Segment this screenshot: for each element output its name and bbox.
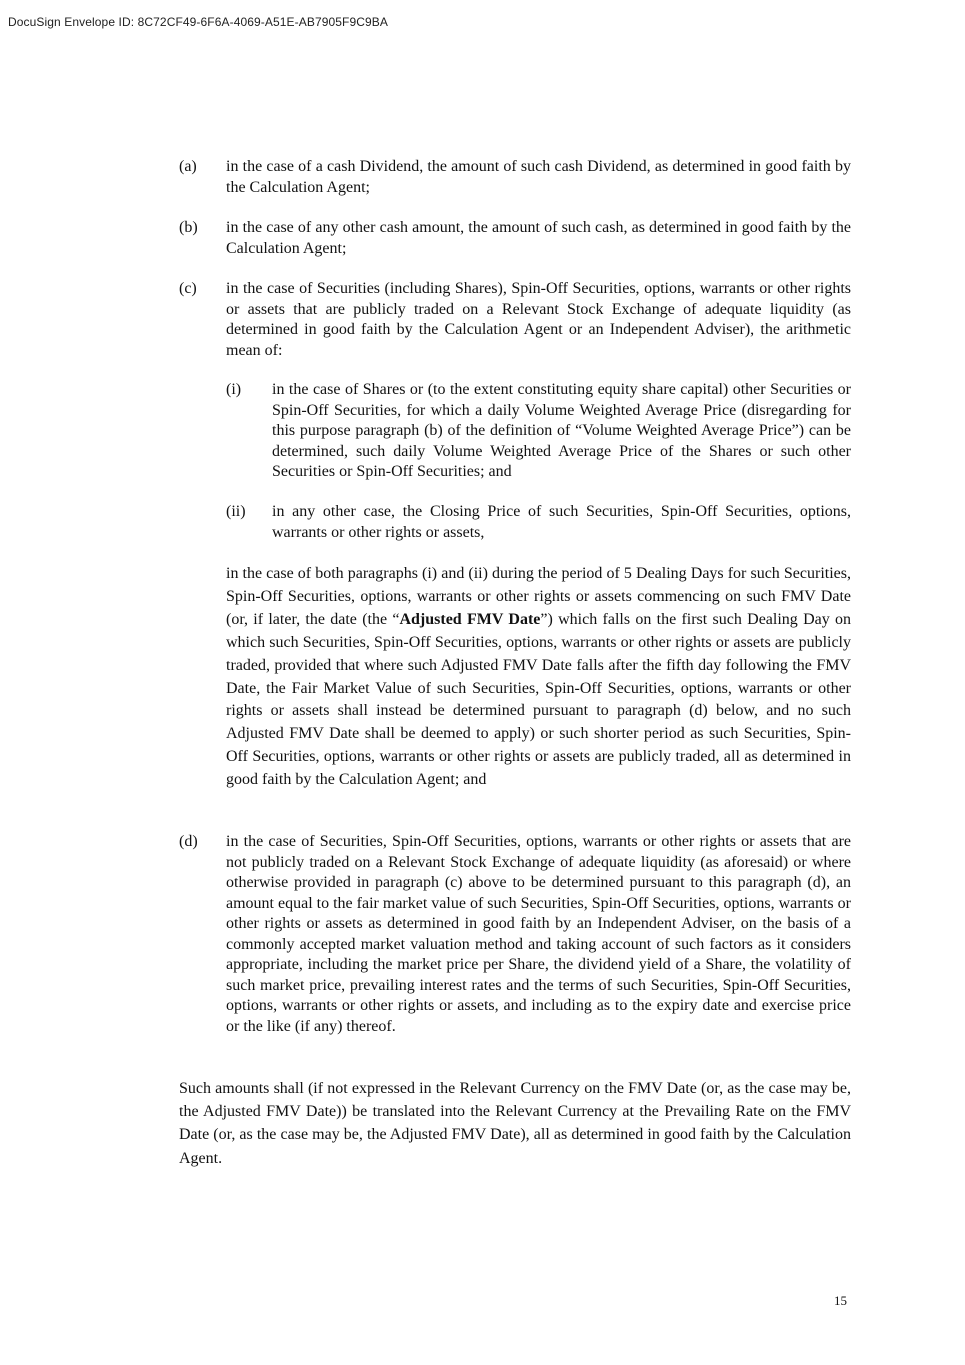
page-number: 15: [834, 1293, 847, 1308]
envelope-id: DocuSign Envelope ID: 8C72CF49-6F6A-4069-A51E-AB7905F9C9BA: [8, 15, 389, 29]
closing-paragraph: Such amounts shall (if not expressed in the Relevant Currency on the FMV Date (or, as the case may be, the Adjusted FMV Date)) be translated into the Relevant Currency at the Prevailing Rate on the FMV Date (or, as the case may be, the Adjusted FMV Date), all as determined in good faith by the Calculation Agent.: [179, 1080, 851, 1167]
clause-a-label: (a): [179, 158, 197, 175]
defined-term-adjusted-fmv-date: Adjusted FMV Date: [399, 610, 541, 628]
clause-a-text: in the case of a cash Dividend, the amount of such cash Dividend, as determined in good faith by the Calculation Agent;: [226, 158, 851, 196]
clause-b: [179, 218, 851, 259]
clause-c-ii: [226, 502, 851, 543]
clause-c-i-label: (i): [226, 381, 242, 398]
clause-c-label: (c): [179, 280, 197, 297]
clause-b-text: in the case of any other cash amount, the amount of such cash, as determined in good faith by the Calculation Agent;: [226, 219, 851, 257]
clause-d: [179, 832, 851, 1037]
clause-c-i: [226, 380, 851, 483]
continuation-text-start: in the case of both paragraphs (i) and (ii) during the period of 5 Dealing Days for such Securities, Spin-Off Securities, options, warrants or other rights or assets commencing on such FMV Date (or, if later, the date (the “: [226, 565, 851, 628]
clause-c-text: in the case of Securities (including Shares), Spin-Off Securities, options, warrants or other rights or assets that are publicly traded on a Relevant Stock Exchange of adequate liquidity (as determined in good faith by the Calculation Agent or an Independent Adviser), the arithmetic mean of:: [226, 280, 851, 359]
clause-d-label: (d): [179, 833, 198, 850]
continuation-text-end: ”) which falls on the first such Dealing Day on which such Securities, Spin-Off Securities, options, warrants or other rights or assets are publicly traded, provided that where such Adjusted FMV Date falls after the fifth day following the FMV Date, the Fair Market Value of such Securities, Spin-Off Securities, options, warrants or other rights or assets shall instead be determined pursuant to paragraph (d) below, and no such Adjusted FMV Date shall be deemed to apply) or such shorter period as such Securities, Spin-Off Securities, options, warrants or other rights or assets are publicly traded, all as determined in good faith by the Calculation Agent; and: [226, 610, 852, 789]
clause-c-ii-label: (ii): [226, 503, 246, 520]
clause-c-continuation: [226, 563, 851, 792]
clause-c: [179, 279, 851, 361]
clause-c-ii-text: in any other case, the Closing Price of such Securities, Spin-Off Securities, options, warrants or other rights or assets,: [272, 503, 851, 541]
clause-b-label: (b): [179, 219, 198, 236]
clause-a: [179, 157, 851, 198]
clause-d-text: in the case of Securities, Spin-Off Securities, options, warrants or other rights or assets that are not publicly traded on a Relevant Stock Exchange of adequate liquidity (as aforesaid) or where otherwise provided in paragraph (c) above to be determined pursuant to this paragraph (d), an amount equal to the fair market value of such Securities, Spin-Off Securities, options, warrants or other rights or assets as determined in good faith by an Independent Adviser, on the basis of a commonly accepted market valuation method and taking account of such factors as it considers appropriate, including the market price per Share, the dividend yield of a Share, the volatility of such market price, prevailing interest rates and the terms of such Securities, Spin-Off Securities, options, warrants or other rights or assets, and including as to the expiry date and exercise price or the like (if any) thereof.: [226, 833, 851, 1035]
clause-c-i-text: in the case of Shares or (to the extent constituting equity share capital) other Securities or Spin-Off Securities, for which a daily Volume Weighted Average Price (disregarding for this purpose paragraph (b) of the definition of “Volume Weighted Average Price”) can be determined, such daily Volume Weighted Average Price of the Shares or such other Securities or Spin-Off Securities; and: [272, 381, 851, 480]
